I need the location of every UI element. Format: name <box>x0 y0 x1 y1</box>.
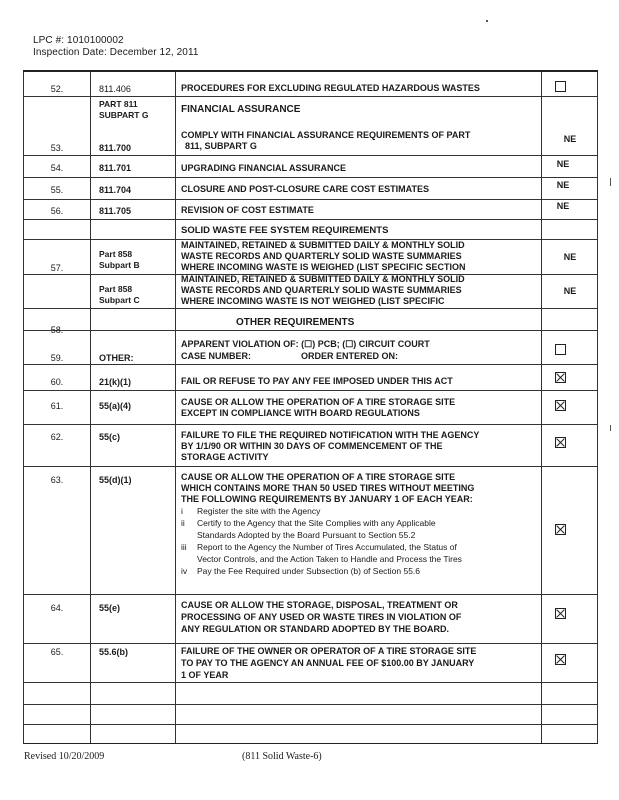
section-ref: 55(a)(4) <box>99 401 132 411</box>
section-ref: 55(e) <box>99 603 121 613</box>
row-line <box>23 364 598 365</box>
status-ne: NE <box>556 159 570 169</box>
row-line <box>23 424 598 425</box>
row-line <box>23 199 598 200</box>
checked-checkbox[interactable] <box>555 372 566 383</box>
inspection-date: Inspection Date: December 12, 2011 <box>33 47 199 58</box>
subpart-label: SUBPART G <box>99 110 149 120</box>
checked-checkbox[interactable] <box>555 524 566 535</box>
section-ref: OTHER: <box>99 353 134 363</box>
requirement-text: WASTE RECORDS AND QUARTERLY SOLID WASTE SUMMARIES <box>181 251 462 261</box>
section-ref: 55.6(b) <box>99 647 129 657</box>
requirement-text: FAIL OR REFUSE TO PAY ANY FEE IMPOSED UNDER THIS ACT <box>181 376 453 386</box>
requirement-text: COMPLY WITH FINANCIAL ASSURANCE REQUIREMENTS OF PART <box>181 130 471 140</box>
section-ref: 55(c) <box>99 432 121 442</box>
requirement-text: REVISION OF COST ESTIMATE <box>181 205 314 215</box>
checkbox[interactable] <box>555 81 566 92</box>
row-line <box>23 390 598 391</box>
section-ref: 21(k)(1) <box>99 377 132 387</box>
requirement-text: MAINTAINED, RETAINED & SUBMITTED DAILY & MONTHLY SOLID <box>181 240 465 250</box>
section-heading: OTHER REQUIREMENTS <box>236 317 355 328</box>
checked-checkbox[interactable] <box>555 400 566 411</box>
row-line <box>23 704 598 705</box>
requirement-text: CLOSURE AND POST-CLOSURE CARE COST ESTIMATES <box>181 184 430 194</box>
section-ref: 811.701 <box>99 163 132 173</box>
item-number: 60. <box>50 377 64 387</box>
requirement-text: WHERE INCOMING WASTE IS NOT WEIGHED (LIST SPECIFIC <box>181 296 445 306</box>
requirement-text: WHICH CONTAINS MORE THAN 50 USED TIRES WITHOUT MEETING <box>181 483 475 493</box>
scan-speck <box>610 178 611 186</box>
list-item: Standards Adopted by the Board Pursuant to Section 55.2 <box>197 530 416 540</box>
checked-checkbox[interactable] <box>555 608 566 619</box>
requirement-text: CAUSE OR ALLOW THE STORAGE, DISPOSAL, TREATMENT OR <box>181 600 458 610</box>
row-line <box>23 594 598 595</box>
row-line <box>23 308 598 309</box>
status-ne: NE <box>563 286 577 296</box>
list-marker: iv <box>181 566 188 576</box>
row-line <box>23 466 598 467</box>
item-number: 63. <box>50 475 64 485</box>
checked-checkbox[interactable] <box>555 437 566 448</box>
requirement-text: MAINTAINED, RETAINED & SUBMITTED DAILY & MONTHLY SOLID <box>181 274 465 284</box>
part-label: PART 811 <box>99 99 138 109</box>
order-entered-label: ORDER ENTERED ON: <box>301 351 399 361</box>
list-marker: ii <box>181 518 185 528</box>
section-ref: 811.406 <box>99 84 131 94</box>
requirement-text: ANY REGULATION OR STANDARD ADOPTED BY THE BOARD. <box>181 624 450 634</box>
list-item: Vector Controls, and the Action Taken to Handle and Process the Tires <box>197 554 462 564</box>
row-line <box>23 330 598 331</box>
page-label: (811 Solid Waste-6) <box>242 751 322 762</box>
requirements-table <box>23 70 598 744</box>
checkbox[interactable] <box>555 344 566 355</box>
item-number: 52. <box>50 84 64 94</box>
status-ne: NE <box>563 134 577 144</box>
list-marker: i <box>181 506 183 516</box>
requirement-text: THE FOLLOWING REQUIREMENTS BY JANUARY 1 OF EACH YEAR: <box>181 494 473 504</box>
requirement-text: TO PAY TO THE AGENCY AN ANNUAL FEE OF $100.00 BY JANUARY <box>181 658 475 668</box>
revised-date: Revised 10/20/2009 <box>24 751 105 762</box>
checked-checkbox[interactable] <box>555 654 566 665</box>
row-line <box>23 155 598 156</box>
requirement-text: BY 1/1/90 OR WITHIN 30 DAYS OF COMMENCEMENT OF THE <box>181 441 443 451</box>
item-number: 57. <box>50 263 64 273</box>
requirement-text: WASTE RECORDS AND QUARTERLY SOLID WASTE SUMMARIES <box>181 285 462 295</box>
row-line <box>23 219 598 220</box>
status-ne: NE <box>556 201 570 211</box>
requirement-text: 811, SUBPART G <box>185 141 257 151</box>
requirement-text: FAILURE OF THE OWNER OR OPERATOR OF A TIRE STORAGE SITE <box>181 646 477 656</box>
item-number: 62. <box>50 432 64 442</box>
section-ref: 811.700 <box>99 143 132 153</box>
section-ref: 811.704 <box>99 185 132 195</box>
item-number: 58. <box>50 325 64 335</box>
item-number: 56. <box>50 206 64 216</box>
case-number-label: CASE NUMBER: <box>181 351 252 361</box>
item-number: 64. <box>50 603 64 613</box>
item-number: 61. <box>50 401 64 411</box>
requirement-text: EXCEPT IN COMPLIANCE WITH BOARD REGULATIONS <box>181 408 420 418</box>
row-line <box>23 177 598 178</box>
requirement-text: CAUSE OR ALLOW THE OPERATION OF A TIRE STORAGE SITE <box>181 472 456 482</box>
row-line <box>23 724 598 725</box>
part-label: Part 858 <box>99 284 133 294</box>
item-number: 59. <box>50 353 64 363</box>
item-number: 65. <box>50 647 64 657</box>
list-item: Certify to the Agency that the Site Complies with any Applicable <box>197 518 436 528</box>
lpc-number: LPC #: 1010100002 <box>33 35 124 46</box>
subpart-label: Subpart B <box>99 260 140 270</box>
list-item: Report to the Agency the Number of Tires Accumulated, the Status of <box>197 542 457 552</box>
section-ref: 55(d)(1) <box>99 475 132 485</box>
subpart-label: Subpart C <box>99 295 140 305</box>
requirement-text: PROCEDURES FOR EXCLUDING REGULATED HAZARDOUS WASTES <box>181 83 480 93</box>
row-line <box>23 643 598 644</box>
status-ne: NE <box>556 180 570 190</box>
status-ne: NE <box>563 252 577 262</box>
part-label: Part 858 <box>99 249 133 259</box>
requirement-text: WHERE INCOMING WASTE IS WEIGHED (LIST SPECIFIC SECTION <box>181 262 466 272</box>
requirement-text: FAILURE TO FILE THE REQUIRED NOTIFICATION WITH THE AGENCY <box>181 430 480 440</box>
requirement-text: APPARENT VIOLATION OF: (☐) PCB; (☐) CIRCUIT COURT <box>181 339 430 349</box>
item-number: 55. <box>50 185 64 195</box>
row-line <box>23 96 598 97</box>
row-line <box>23 682 598 683</box>
section-ref: 811.705 <box>99 206 132 216</box>
item-number: 54. <box>50 163 64 173</box>
requirement-text: PROCESSING OF ANY USED OR WASTE TIRES IN VIOLATION OF <box>181 612 462 622</box>
section-heading: SOLID WASTE FEE SYSTEM REQUIREMENTS <box>181 225 389 236</box>
requirement-text: UPGRADING FINANCIAL ASSURANCE <box>181 163 347 173</box>
list-item: Register the site with the Agency <box>197 506 321 516</box>
requirement-text: CAUSE OR ALLOW THE OPERATION OF A TIRE STORAGE SITE <box>181 397 456 407</box>
list-marker: iii <box>181 542 187 552</box>
scan-speck <box>610 425 611 431</box>
section-heading: FINANCIAL ASSURANCE <box>181 104 301 115</box>
scan-speck <box>486 20 488 22</box>
item-number: 53. <box>50 143 64 153</box>
requirement-text: 1 OF YEAR <box>181 670 229 680</box>
requirement-text: STORAGE ACTIVITY <box>181 452 269 462</box>
list-item: Pay the Fee Required under Subsection (b) of Section 55.6 <box>197 566 421 576</box>
